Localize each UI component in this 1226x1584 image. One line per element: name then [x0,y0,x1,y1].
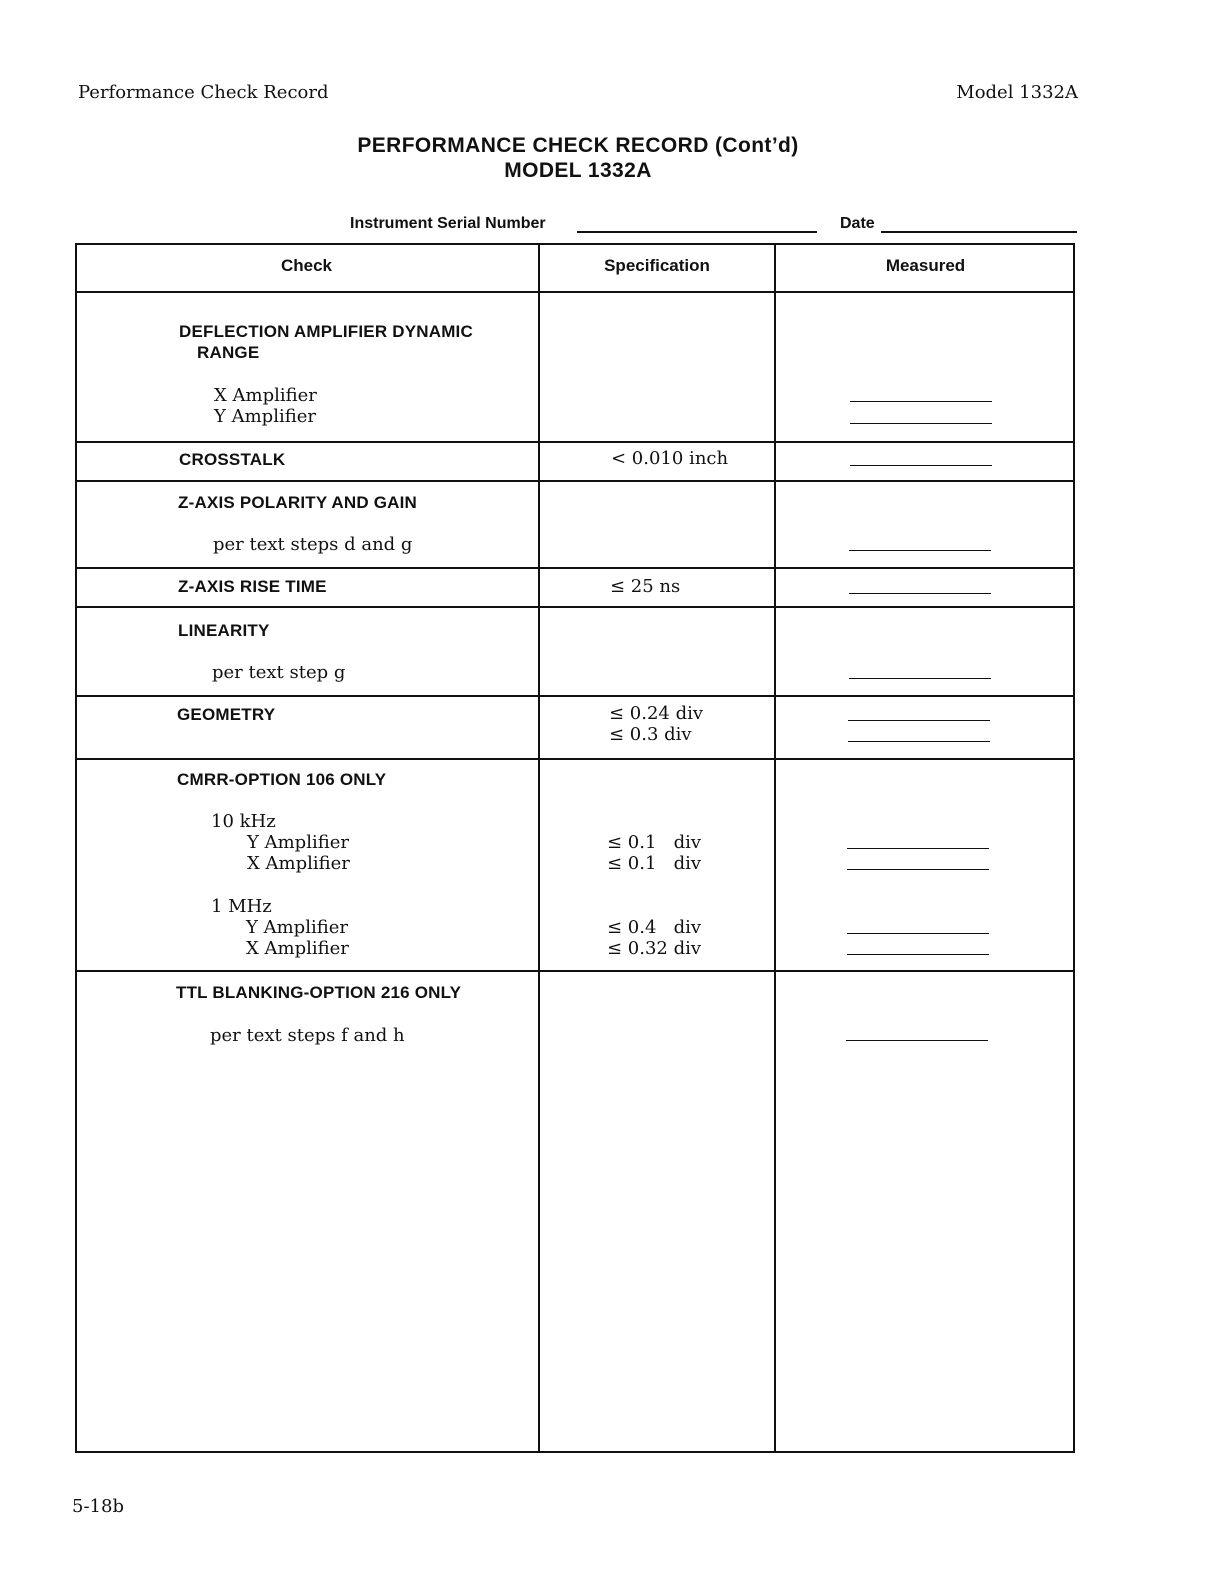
measured-blank-geometry-second[interactable] [848,741,990,742]
spec-cmrr-1mhz-x: ≤ 0.32 div [607,938,702,959]
column-header-measured: Measured [885,256,966,275]
check-item-y-amplifier: Y Amplifier [214,406,316,427]
spec-crosstalk: < 0.010 inch [611,448,729,469]
spec-cmrr-10khz-x: ≤ 0.1 div [607,853,702,874]
spec-geometry-second: ≤ 0.3 div [609,724,692,745]
table-row-divider [75,567,1075,569]
check-item-x-amplifier: X Amplifier [214,385,317,406]
date-field[interactable] [881,231,1077,233]
table-row-divider [75,606,1075,608]
page-number: 5-18b [72,1496,124,1517]
table-column-divider-specification [538,243,540,1453]
measured-blank-x-amplifier[interactable] [850,401,992,402]
instrument-serial-number-label: Instrument Serial Number [350,215,546,232]
row-title-z-axis-rise-time: Z-AXIS RISE TIME [178,577,327,596]
row-title-deflection-amplifier-continued: RANGE [197,343,260,362]
measured-blank-z-axis-rise-time[interactable] [849,593,991,594]
cmrr-1mhz-y-amplifier: Y Amplifier [246,917,348,938]
cmrr-group-1mhz-label: 1 MHz [211,896,272,917]
row-title-linearity: LINEARITY [178,621,270,640]
cmrr-group-10khz-label: 10 kHz [211,811,276,832]
instrument-serial-number-field[interactable] [577,231,817,233]
measured-blank-y-amplifier[interactable] [850,423,992,424]
measured-blank-linearity[interactable] [849,678,991,679]
cmrr-10khz-x-amplifier: X Amplifier [247,853,350,874]
table-row-divider [75,695,1075,697]
page-title-line-1: PERFORMANCE CHECK RECORD (Cont’d) [357,134,799,157]
row-title-crosstalk: CROSSTALK [179,450,286,469]
cmrr-1mhz-x-amplifier: X Amplifier [246,938,349,959]
spec-cmrr-10khz-y: ≤ 0.1 div [607,832,702,853]
page-title-line-2: MODEL 1332A [504,159,652,182]
spec-z-axis-rise-time: ≤ 25 ns [610,576,681,597]
cmrr-10khz-y-amplifier: Y Amplifier [247,832,349,853]
page-header-left: Performance Check Record [78,82,329,103]
measured-blank-z-axis-polarity-gain[interactable] [849,550,991,551]
spec-cmrr-1mhz-y: ≤ 0.4 div [607,917,702,938]
page-header-right: Model 1332A [956,82,1078,103]
check-item-linearity-step: per text step g [212,662,346,683]
measured-blank-cmrr-10khz-x[interactable] [847,869,989,870]
measured-blank-cmrr-1mhz-y[interactable] [847,933,989,934]
row-title-cmrr-option-106: CMRR-OPTION 106 ONLY [177,770,387,789]
column-header-specification: Specification [604,256,710,275]
check-item-z-axis-steps: per text steps d and g [213,534,413,555]
column-header-check: Check [280,256,333,275]
measured-blank-cmrr-1mhz-x[interactable] [847,954,989,955]
table-row-divider [75,970,1075,972]
row-title-geometry: GEOMETRY [177,705,276,724]
measured-blank-ttl-blanking[interactable] [846,1040,988,1041]
table-row-divider [75,441,1075,443]
row-title-ttl-blanking-option-216: TTL BLANKING-OPTION 216 ONLY [176,983,462,1002]
measured-blank-cmrr-10khz-y[interactable] [847,848,989,849]
measured-blank-crosstalk[interactable] [850,465,992,466]
table-row-divider [75,758,1075,760]
spec-geometry-first: ≤ 0.24 div [609,703,704,724]
measured-blank-geometry-first[interactable] [848,720,990,721]
table-column-divider-measured [774,243,776,1453]
check-item-ttl-steps: per text steps f and h [210,1025,405,1046]
row-title-z-axis-polarity-gain: Z-AXIS POLARITY AND GAIN [178,493,418,512]
date-label: Date [840,215,875,232]
table-row-divider [75,480,1075,482]
row-title-deflection-amplifier: DEFLECTION AMPLIFIER DYNAMIC [179,322,473,341]
table-header-divider [75,291,1075,293]
